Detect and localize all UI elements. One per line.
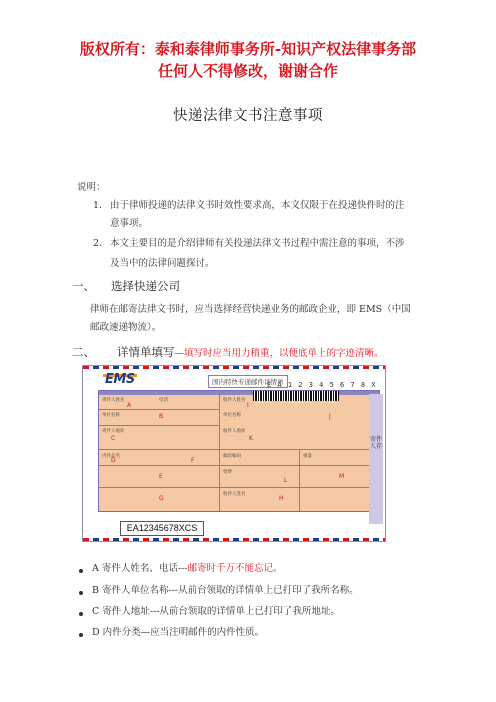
section-2-number: 二、 (72, 345, 95, 359)
label-weight: 重量 (303, 454, 312, 459)
intro-item-1-line2: 意事项。 (110, 218, 149, 229)
form-rule (299, 449, 300, 511)
bullet-c: C 寄件人地址---从前台领取的详情单上已打印了我所地址。 (92, 606, 340, 617)
label-receiver: 收件人姓名 (223, 398, 246, 403)
section-2-title (117, 344, 384, 360)
intro-item-2-num: 2. (93, 238, 103, 249)
ems-logo: EMS (105, 372, 135, 387)
intro-item-1-num: 1. (93, 200, 103, 211)
field-letter-g: G (159, 495, 164, 502)
label-recv-company: 单位名称 (223, 413, 241, 418)
section-2-note: —填写时应当用力稍重，以便底单上的字迹清晰。 (174, 348, 384, 359)
label-sender: 寄件人姓名 (102, 398, 125, 403)
form-rule (99, 465, 379, 466)
label-phone: 电话 (159, 398, 168, 403)
barcode (253, 391, 339, 401)
section-1-line2: 邮政速递物流）。 (90, 322, 162, 333)
copyright-line-1: 版权所有：泰和泰律师事务所-知识产权法律事务部 (79, 40, 417, 58)
field-letter-e: E (159, 473, 163, 480)
bullet-a (92, 561, 283, 577)
form-body (98, 390, 383, 512)
form-rule (99, 409, 219, 410)
field-letter-a: A (127, 402, 132, 409)
field-letter-j: J (329, 413, 331, 420)
document-title: 快递法律文书注意事项 (173, 108, 323, 124)
bullet-a-text: A 寄件人姓名、电话--- (92, 563, 188, 574)
bullet-dot (79, 569, 83, 573)
field-letter-c: C (111, 435, 116, 442)
airmail-stripe-bottom (83, 538, 385, 541)
form-rule (99, 425, 219, 426)
ems-waybill-form (82, 365, 386, 542)
side-strip (369, 394, 383, 524)
field-letter-h: H (279, 495, 284, 502)
label-content: 内件品名 (102, 454, 120, 459)
airmail-stripe-top (83, 366, 385, 369)
intro-item-2-line2: 及当中的法律问题探讨。 (110, 258, 215, 269)
field-letter-m: M (339, 473, 345, 480)
section-1-number: 一、 (72, 279, 95, 293)
form-heading: 国内特快专递邮件详情单 (208, 375, 288, 388)
bullet-dot (79, 591, 83, 595)
field-letter-d: D (111, 457, 116, 464)
form-rule (99, 449, 379, 450)
form-rule (219, 391, 220, 511)
form-code: E A 1 2 3 4 5 6 7 8 X (267, 381, 377, 389)
label-sign: 收件人签名 (223, 492, 246, 497)
bullet-d: D 内件分类—应当注明邮件的内件性质。 (92, 627, 265, 638)
bullet-a-emphasis: 邮寄时千万不能忘记。 (187, 563, 283, 574)
tracking-number: EA12345678XCS (120, 521, 204, 536)
section-1-title: 选择快递公司 (111, 279, 180, 293)
label-postcode: 邮政编码 (223, 454, 241, 459)
copyright-line-2: 任何人不得修改，谢谢合作 (157, 62, 338, 80)
field-letter-b: B (159, 413, 164, 420)
label-company: 单位名称 (102, 413, 120, 418)
field-letter-i: I (247, 402, 249, 409)
label-fee: 资费 (223, 470, 232, 475)
section-1-line1: 律师在邮寄法律文书时，应当选择经营快递业务的邮政企业，即 EMS（中国 (90, 304, 411, 315)
side-label: 寄件人存 (370, 436, 383, 450)
intro-item-1-line1: 由于律师投递的法律文书时效性要求高，本文仅限于在投递快件时的注 (110, 200, 405, 211)
field-letter-k: K (249, 435, 253, 442)
bullet-dot (79, 633, 83, 637)
form-rule (99, 487, 379, 488)
field-letter-f: F (191, 457, 195, 464)
label-recv-address: 收件人地址 (223, 429, 246, 434)
intro-item-2-line1: 本文主要目的是介绍律师有关投递法律文书过程中需注意的事项，不涉 (110, 238, 405, 249)
intro-label: 说明： (77, 182, 106, 193)
section-2-title-text: 详情单填写 (117, 345, 175, 359)
field-letter-l: L (284, 477, 288, 484)
label-address: 寄件人地址 (102, 429, 125, 434)
bullet-b: B 寄件人单位名称---从前台领取的详情单上已打印了我所名称。 (92, 585, 359, 596)
bullet-dot (79, 612, 83, 616)
